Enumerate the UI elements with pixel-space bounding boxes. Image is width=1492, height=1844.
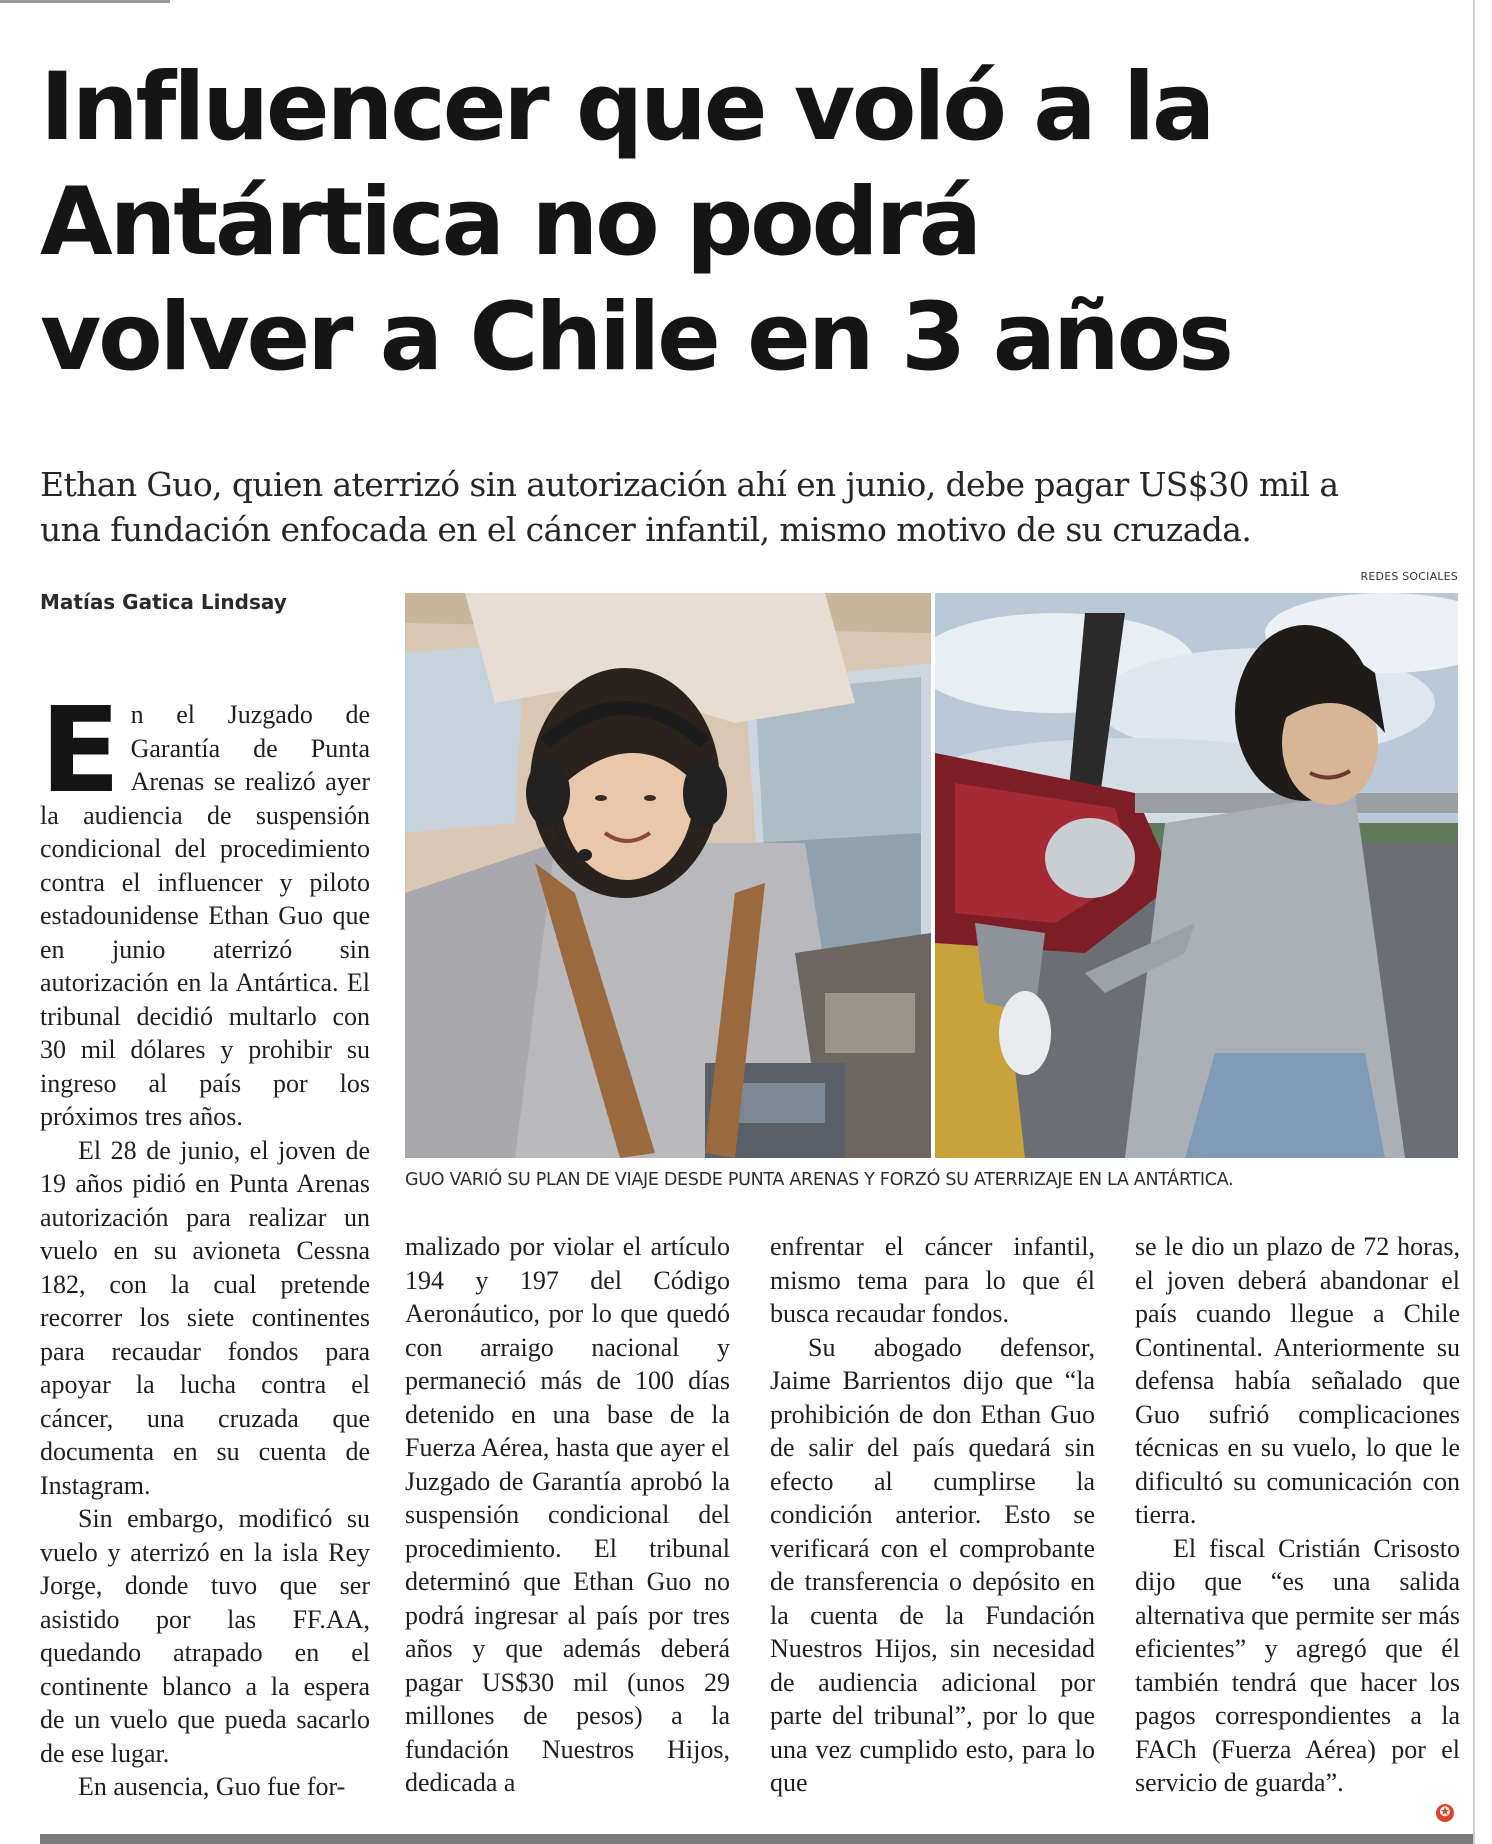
subheadline — [40, 462, 1460, 552]
photo-aircraft — [935, 593, 1458, 1158]
article-paragraph: El 28 de junio, el joven de 19 años pidió en Punta Arenas autorización para realizar un vuelo en su avioneta Cessna 182, con la cual pretende recorrer los siete continentes para recaudar fondos para apoyar la lucha contra el cáncer, una cruzada que documenta en su cuenta de Instagram. — [40, 1135, 370, 1500]
bottom-page-bar — [40, 1834, 1473, 1844]
paragraph-text: n el Juzgado de Garantía de Punta Arenas se realizó ayer la audiencia de suspensión condicional del procedimiento contra el influencer y piloto estadounidense Ethan Guo que en junio aterrizó sin autorización en la Antártica. El tribunal decidió multarlo con 30 mil dólares y prohibir su ingreso al país por los próximos tres años. — [40, 700, 370, 1131]
right-page-border — [1473, 0, 1475, 1844]
headline-line: Antártica no podrá — [40, 168, 979, 277]
article-paragraph: Su abogado defensor, Jaime Barrientos dijo que “la prohibición de don Ethan Guo de salir del país quedará sin efecto al cumplirse la condición anterior. Esto se verificará con el comprobante de transferencia o depósito en la cuenta de la Fundación Nuestros Hijos, sin necesidad de audiencia adicional por parte del tribunal”, por lo que una vez cumplido esto, para lo que — [770, 1332, 1095, 1797]
subheadline-line: Ethan Guo, quien aterrizó sin autorización ahí en junio, debe pagar US$30 mil a — [40, 465, 1339, 504]
article-paragraph: El fiscal Cristián Crisosto dijo que “es una salida alternativa que permite ser más eficientes” y agregó que él también tendrá que hacer los pagos correspondientes a la FACh (Fuerza Aérea) por el servicio de guarda”. — [1135, 1533, 1460, 1797]
article-paragraph — [40, 681, 370, 1134]
article-paragraph: se le dio un plazo de 72 horas, el joven deberá abandonar el país cuando llegue a Chile Continental. Anteriormente su defensa había señalado que Guo sufrió complicaciones técnicas en su vuelo, lo que le dificultó su comunicación con tierra. — [1135, 1232, 1460, 1529]
photo-cockpit — [405, 593, 931, 1158]
byline: Matías Gatica Lindsay — [40, 590, 287, 614]
article-paragraph: En ausencia, Guo fue for- — [78, 1772, 346, 1801]
end-of-article-icon: ✪ — [1436, 1804, 1454, 1822]
article-column-3 — [770, 1230, 1095, 1800]
article-paragraph: Sin embargo, modificó su vuelo y aterrizó en la isla Rey Jorge, donde tuvo que ser asistido por las FF.AA, quedando atrapado en el continente blanco a la espera de un vuelo que pueda sacarlo de ese lugar. — [40, 1504, 370, 1768]
article-paragraph: enfrentar el cáncer infantil, mismo tema para lo que él busca recaudar fondos. — [770, 1232, 1095, 1328]
article-column-1 — [40, 681, 370, 1804]
photo-caption: GUO VARIÓ SU PLAN DE VIAJE DESDE PUNTA ARENAS Y FORZÓ SU ATERRIZAJE EN LA ANTÁRTICA. — [405, 1170, 1234, 1190]
article-column-2 — [405, 1230, 730, 1800]
article-paragraph: malizado por violar el artículo 194 y 197 del Código Aeronáutico, por lo que quedó con arraigo nacional y permaneció más de 100 días detenido en una base de la Fuerza Aérea, hasta que ayer el Juzgado de Garantía aprobó la suspensión condicional del procedimiento. El tribunal determinó que Ethan Guo no podrá ingresar al país por tres años y que además deberá pagar US$30 mil (unos 29 millones de pesos) a la fundación Nuestros Hijos, dedicada a — [405, 1232, 730, 1797]
aircraft-photo-illustration — [935, 593, 1458, 1158]
photo-credit: REDES SOCIALES — [1360, 570, 1458, 583]
headline-line: volver a Chile en 3 años — [40, 283, 1231, 392]
top-page-rule — [0, 0, 170, 3]
cockpit-photo-illustration — [405, 593, 931, 1158]
article-column-4 — [1135, 1230, 1460, 1800]
headline-line: Influencer que voló a la — [40, 53, 1213, 162]
drop-cap: E — [40, 681, 121, 819]
headline — [40, 50, 1460, 395]
subheadline-line: una fundación enfocada en el cáncer infantil, mismo motivo de su cruzada. — [40, 510, 1252, 549]
